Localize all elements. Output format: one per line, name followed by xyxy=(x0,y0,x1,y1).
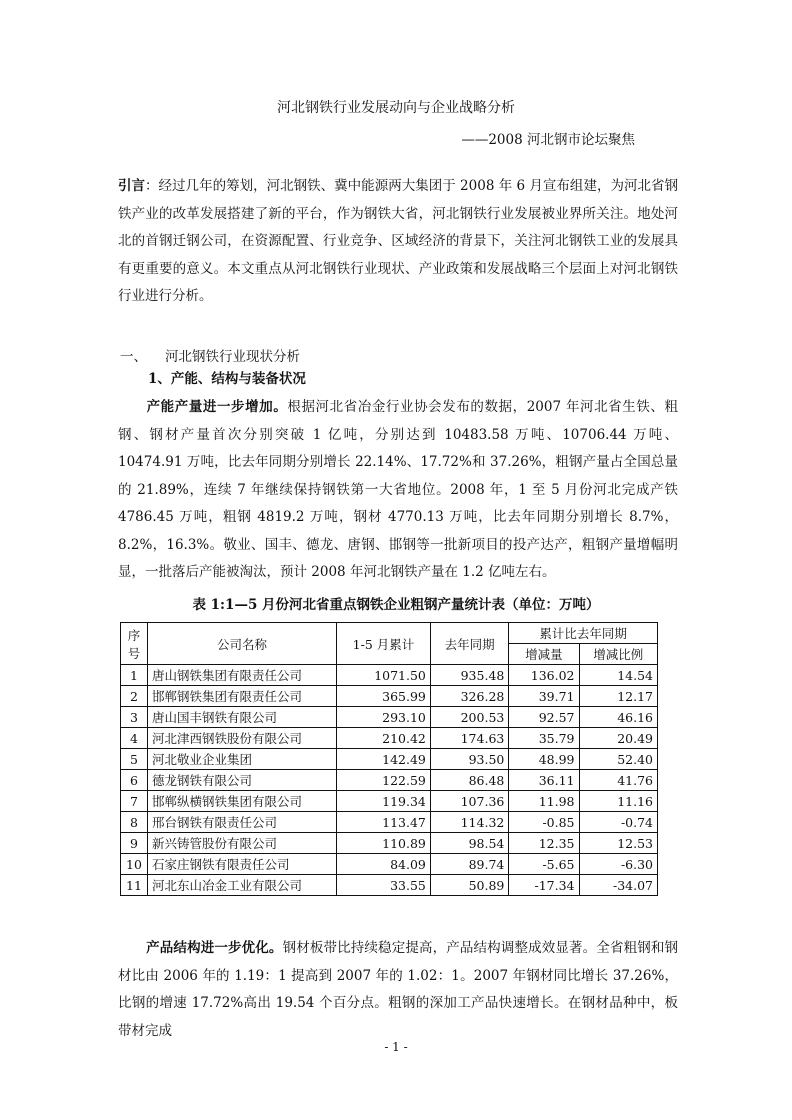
cell-last-year: 86.48 xyxy=(430,770,508,791)
capacity-paragraph xyxy=(118,394,678,587)
cell-ratio: 11.16 xyxy=(579,791,658,812)
subsection-heading: 1、产能、结构与装备状况 xyxy=(148,371,306,387)
cell-ratio: 46.16 xyxy=(579,707,658,728)
table-row xyxy=(121,728,658,749)
cell-no: 9 xyxy=(121,833,148,854)
cell-change: -5.65 xyxy=(509,854,579,875)
cell-ytd: 142.49 xyxy=(337,749,431,770)
table-row xyxy=(121,686,658,707)
header-no: 序 号 xyxy=(121,623,148,665)
cell-last-year: 98.54 xyxy=(430,833,508,854)
cell-no: 3 xyxy=(121,707,148,728)
cell-change: 39.71 xyxy=(509,686,579,707)
header-compare: 累计比去年同期 xyxy=(509,623,658,644)
table-row xyxy=(121,833,658,854)
cell-ytd: 1071.50 xyxy=(337,665,431,686)
cell-no: 2 xyxy=(121,686,148,707)
cell-last-year: 107.36 xyxy=(430,791,508,812)
cell-company: 石家庄钢铁有限责任公司 xyxy=(148,854,337,875)
capacity-lead: 产能产量进一步增加。 xyxy=(146,399,288,415)
cell-no: 4 xyxy=(121,728,148,749)
header-change-ratio: 增减比例 xyxy=(579,644,658,665)
cell-no: 7 xyxy=(121,791,148,812)
cell-last-year: 50.89 xyxy=(430,875,508,896)
cell-ytd: 110.89 xyxy=(337,833,431,854)
cell-change: -0.85 xyxy=(509,812,579,833)
cell-no: 6 xyxy=(121,770,148,791)
cell-company: 唐山钢铁集团有限责任公司 xyxy=(148,665,337,686)
cell-ratio: 14.54 xyxy=(579,665,658,686)
document-title: 河北钢铁行业发展动向与企业战略分析 xyxy=(277,100,515,116)
table-row xyxy=(121,812,658,833)
table-caption: 表 1:1—5 月份河北省重点钢铁企业粗钢产量统计表（单位：万吨） xyxy=(192,597,600,613)
cell-last-year: 93.50 xyxy=(430,749,508,770)
cell-company: 德龙钢铁有限公司 xyxy=(148,770,337,791)
header-company: 公司名称 xyxy=(148,623,337,665)
cell-ytd: 33.55 xyxy=(337,875,431,896)
table-row xyxy=(121,854,658,875)
cell-last-year: 935.48 xyxy=(430,665,508,686)
header-change-amount: 增减量 xyxy=(509,644,579,665)
cell-company: 河北敬业企业集团 xyxy=(148,749,337,770)
cell-no: 11 xyxy=(121,875,148,896)
section-title: 河北钢铁行业现状分析 xyxy=(165,349,300,365)
cell-change: 35.79 xyxy=(509,728,579,749)
cell-change: 92.57 xyxy=(509,707,579,728)
cell-ratio: -34.07 xyxy=(579,875,658,896)
structure-text: 钢材板带比持续稳定提高，产品结构调整成效显著。全省粗钢和钢材比由 2006 年的 1.19：1 提高到 2007 年的 1.02：1。2007 年钢材同比增长 37.26%，比钢的增速 17.72%高出 19.54 个百分点。粗钢的深加工产品快速增长。在钢材品种中，板带材完成 xyxy=(118,940,679,1039)
table-row xyxy=(121,770,658,791)
cell-company: 邯郸纵横钢铁集团有限公司 xyxy=(148,791,337,812)
cell-ytd: 293.10 xyxy=(337,707,431,728)
cell-ratio: 41.76 xyxy=(579,770,658,791)
cell-ratio: -0.74 xyxy=(579,812,658,833)
cell-no: 8 xyxy=(121,812,148,833)
document-subtitle: ——2008 河北钢市论坛聚焦 xyxy=(461,132,635,148)
cell-ytd: 365.99 xyxy=(337,686,431,707)
cell-no: 10 xyxy=(121,854,148,875)
cell-ytd: 122.59 xyxy=(337,770,431,791)
cell-last-year: 174.63 xyxy=(430,728,508,749)
cell-company: 邢台钢铁有限责任公司 xyxy=(148,812,337,833)
cell-ratio: 52.40 xyxy=(579,749,658,770)
section-number: 一、 xyxy=(120,349,147,365)
intro-lead: 引言 xyxy=(118,178,146,194)
header-ytd: 1-5 月累计 xyxy=(337,623,431,665)
cell-company: 河北东山冶金工业有限公司 xyxy=(148,875,337,896)
section-heading xyxy=(120,345,300,365)
intro-text: ：经过几年的筹划，河北钢铁、冀中能源两大集团于 2008 年 6 月宣布组建，为河北省钢铁产业的改革发展搭建了新的平台，作为钢铁大省，河北钢铁行业发展被业界所关注。地处河北的首钢迁钢公司，在资源配置、行业竞争、区域经济的背景下，关注河北钢铁工业的发展具有更重要的意义。本文重点从河北钢铁行业现状、产业政策和发展战略三个层面上对河北钢铁行业进行分析。 xyxy=(118,178,678,304)
structure-paragraph xyxy=(118,935,678,1045)
table-row xyxy=(121,665,658,686)
table-row xyxy=(121,749,658,770)
cell-ytd: 210.42 xyxy=(337,728,431,749)
cell-change: 48.99 xyxy=(509,749,579,770)
cell-company: 邯郸钢铁集团有限责任公司 xyxy=(148,686,337,707)
cell-ratio: 12.17 xyxy=(579,686,658,707)
structure-lead: 产品结构进一步优化。 xyxy=(146,940,283,956)
cell-last-year: 200.53 xyxy=(430,707,508,728)
cell-no: 1 xyxy=(121,665,148,686)
page-number: - 1 - xyxy=(384,1040,408,1054)
cell-ytd: 113.47 xyxy=(337,812,431,833)
header-last-year: 去年同期 xyxy=(430,623,508,665)
cell-change: 36.11 xyxy=(509,770,579,791)
cell-ytd: 84.09 xyxy=(337,854,431,875)
cell-change: 12.35 xyxy=(509,833,579,854)
cell-company: 新兴铸管股份有限公司 xyxy=(148,833,337,854)
cell-last-year: 326.28 xyxy=(430,686,508,707)
cell-company: 河北津西钢铁股份有限公司 xyxy=(148,728,337,749)
cell-ratio: 20.49 xyxy=(579,728,658,749)
cell-last-year: 114.32 xyxy=(430,812,508,833)
table-row xyxy=(121,707,658,728)
cell-ytd: 119.34 xyxy=(337,791,431,812)
cell-company: 唐山国丰钢铁有限公司 xyxy=(148,707,337,728)
intro-paragraph xyxy=(118,173,678,311)
cell-change: 136.02 xyxy=(509,665,579,686)
table-row xyxy=(121,875,658,896)
cell-ratio: 12.53 xyxy=(579,833,658,854)
production-table xyxy=(120,622,658,896)
cell-change: -17.34 xyxy=(509,875,579,896)
cell-ratio: -6.30 xyxy=(579,854,658,875)
cell-last-year: 89.74 xyxy=(430,854,508,875)
capacity-text: 根据河北省冶金行业协会发布的数据，2007 年河北省生铁、粗钢、钢材产量首次分别突破 1 亿吨，分别达到 10483.58 万吨、10706.44 万吨、10474.91 万吨，比去年同期分别增长 22.14%、17.72%和 37.26%，粗钢产量占全国总量的 21.89%，连续 7 年继续保持钢铁第一大省地位。2008 年，1 至 5 月份河北完成产铁 4786.45 万吨，粗钢 4819.2 万吨，钢材 4770.13 万吨，比去年同期分别增长 8.7%，8.2%，16.3%。敬业、国丰、德龙、唐钢、邯钢等一批新项目的投产达产，粗钢产量增幅明显，一批落后产能被淘汰，预计 2008 年河北钢铁产量在 1.2 亿吨左右。 xyxy=(118,399,678,580)
cell-change: 11.98 xyxy=(509,791,579,812)
cell-no: 5 xyxy=(121,749,148,770)
table-row xyxy=(121,791,658,812)
